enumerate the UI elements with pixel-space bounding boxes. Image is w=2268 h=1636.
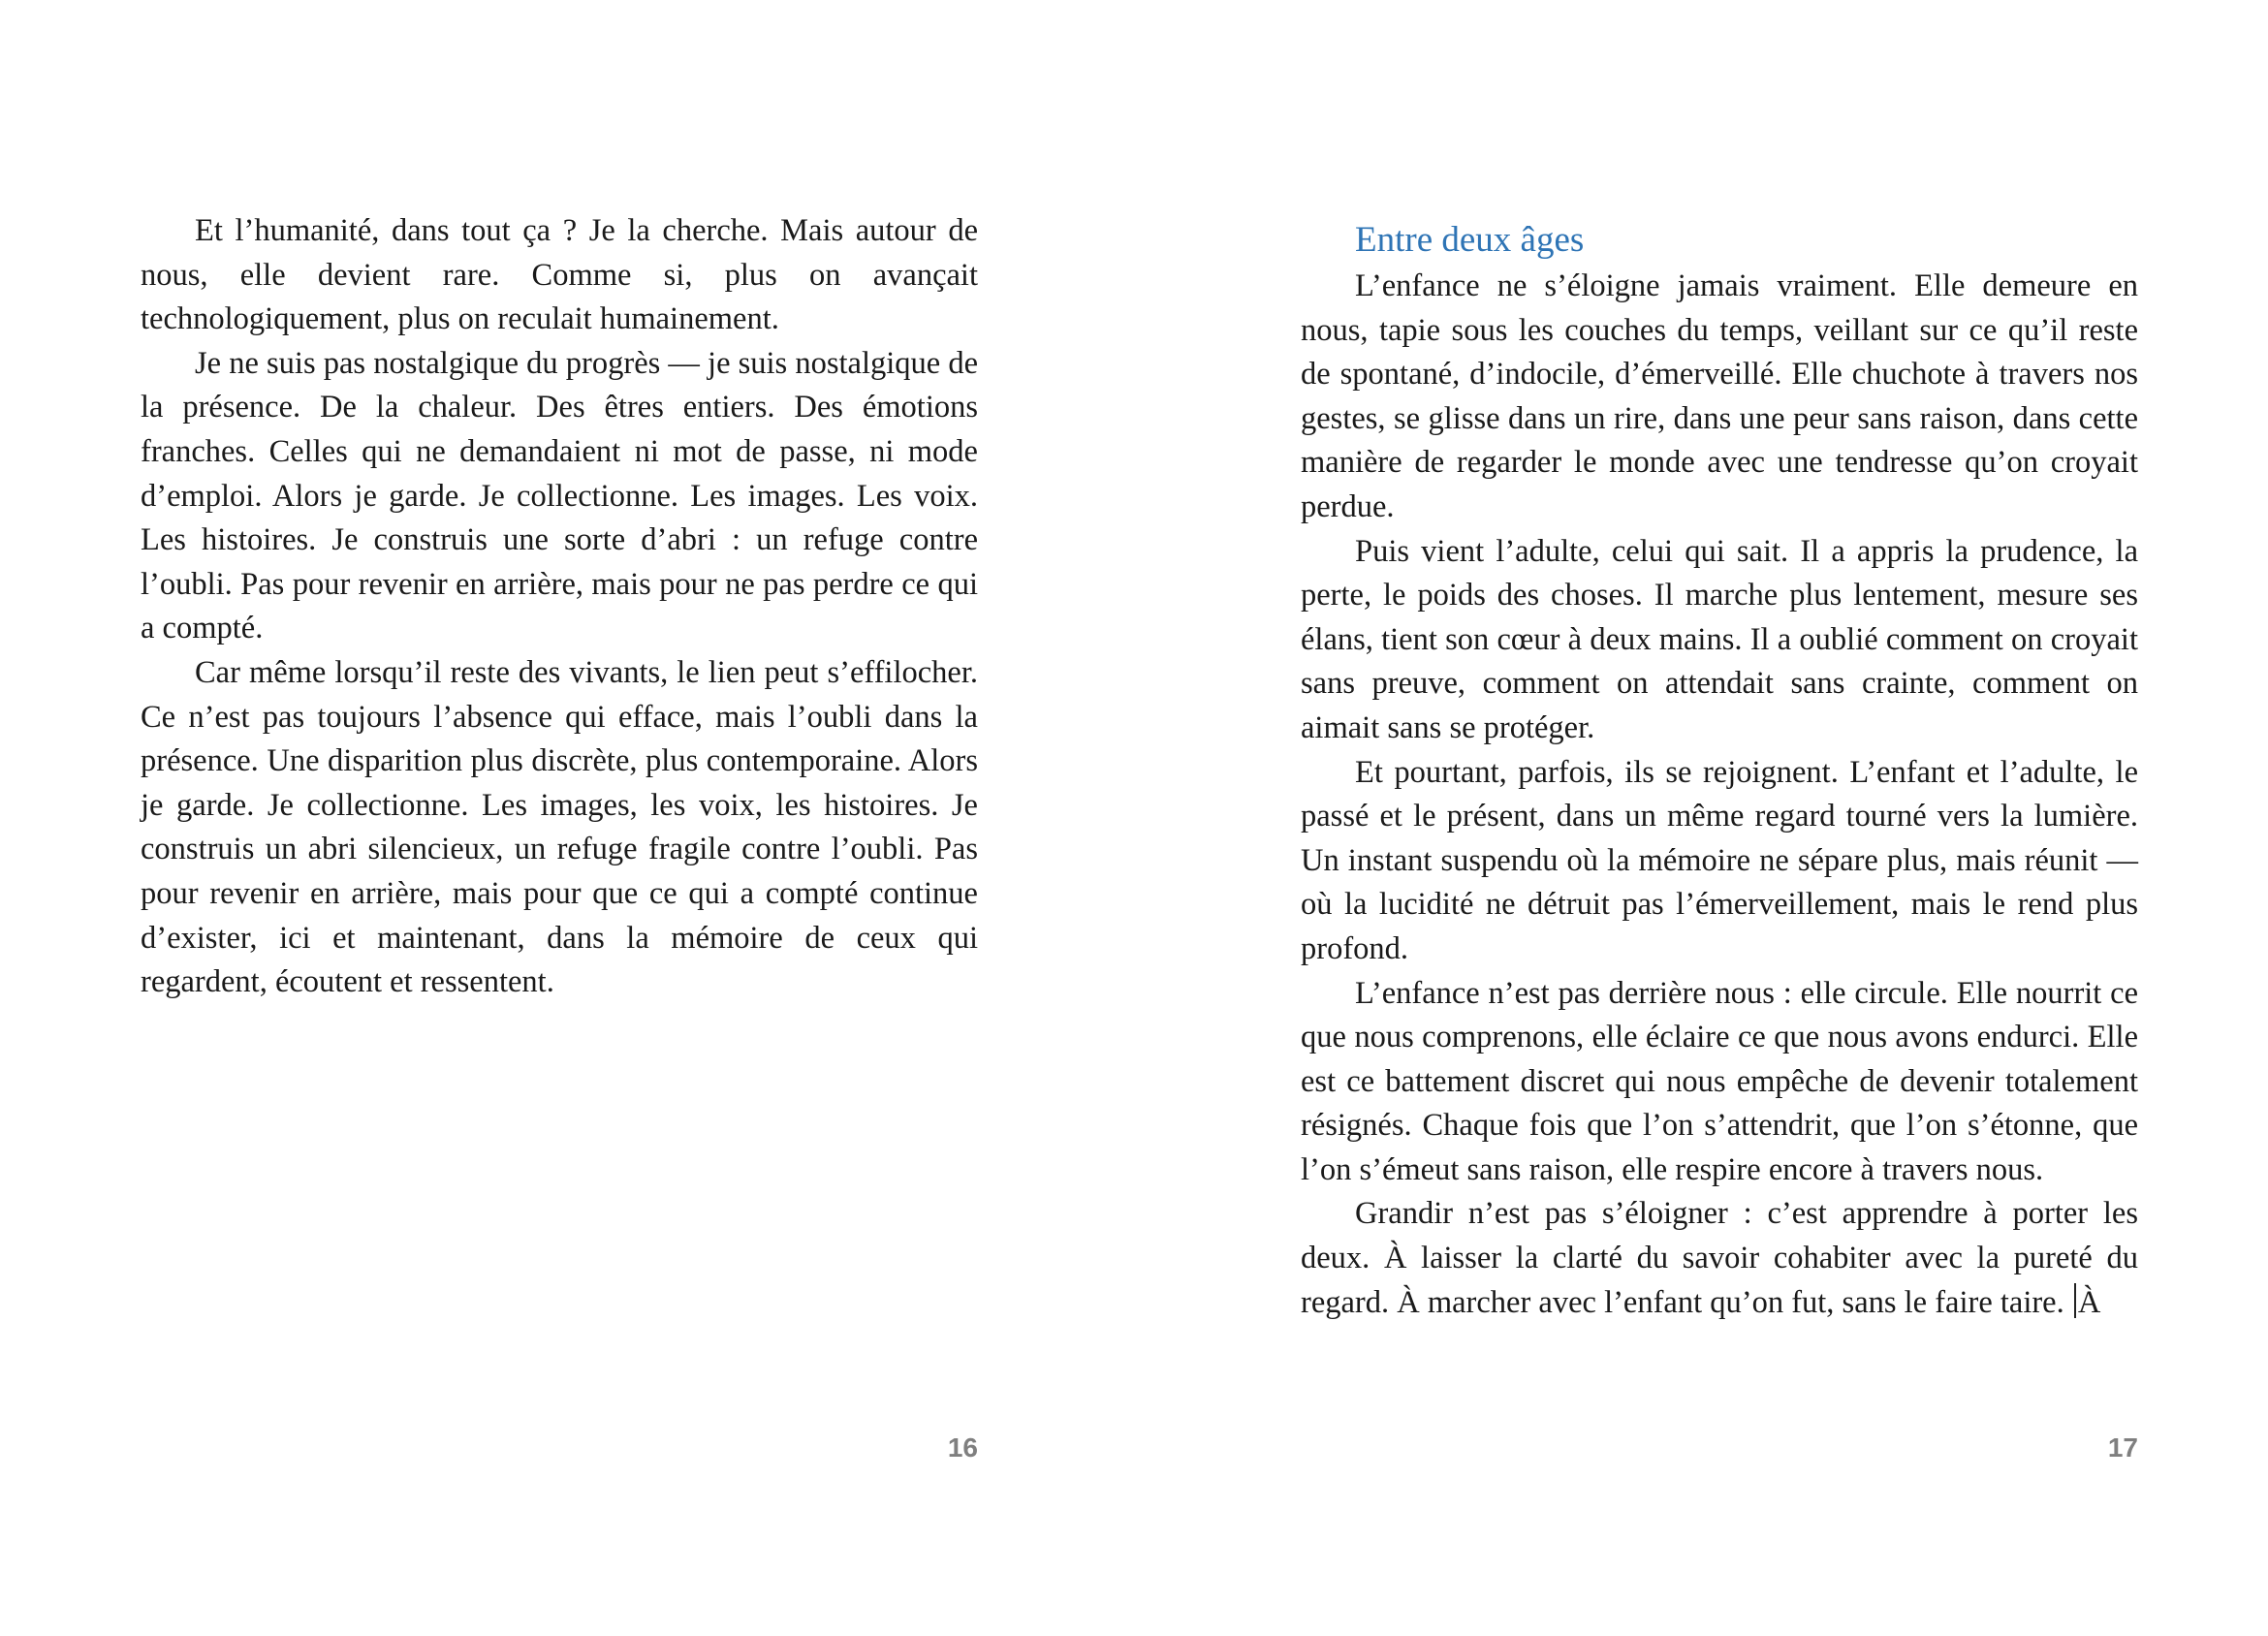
paragraph[interactable]: Je ne suis pas nostalgique du progrès — je suis nostalgique de la présence. De la chaleur. Des êtres entiers. Des émotions franches. Celles qui ne demandaient ni mot de passe, ni mode d’emploi. Alors je garde. Je collectionne. Les images. Les voix. Les histoires. Je construis une sorte d’abri : un refuge contre l’oubli. Pas pour revenir en arrière, mais pour ne pas perdre ce qui a compté.: [141, 345, 978, 646]
paragraph[interactable]: Puis vient l’adulte, celui qui sait. Il a appris la prudence, la perte, le poids des choses. Il marche plus lentement, mesure ses élans, tient son cœur à deux mains. Il a oublié comment on croyait sans preuve, comment on attendait sans crainte, comment on aimait sans se protéger.: [1301, 533, 2138, 745]
right-page: [1134, 0, 2268, 1636]
text-cursor: [2074, 1283, 2076, 1318]
paragraph-trailing-text[interactable]: À: [2077, 1284, 2101, 1320]
left-page-text[interactable]: [141, 209, 978, 1005]
right-page-text[interactable]: [1301, 216, 2138, 1325]
paragraph[interactable]: Et l’humanité, dans tout ça ? Je la cherche. Mais autour de nous, elle devient rare. Comme si, plus on avançait technologiquement, plus on reculait humainement.: [141, 213, 978, 337]
paragraph[interactable]: Car même lorsqu’il reste des vivants, le lien peut s’effilocher. Ce n’est pas toujours l’absence qui efface, mais l’oubli dans la présence. Une disparition plus discrète, plus contemporaine. Alors je garde. Je collectionne. Les images, les voix, les histoires. Je construis un abri silencieux, un refuge fragile contre l’oubli. Pas pour revenir en arrière, mais pour que ce qui a compté continue d’exister, ici et maintenant, dans la mémoire de ceux qui regardent, écoutent et ressentent.: [141, 654, 978, 1000]
paragraph-with-cursor[interactable]: [1301, 1192, 2138, 1325]
paragraph[interactable]: Et pourtant, parfois, ils se rejoignent. L’enfant et l’adulte, le passé et le présent, dans un même regard tourné vers la lumière. Un instant suspendu où la mémoire ne sépare plus, mais réunit — où la lucidité ne détruit pas l’émerveillement, mais le rend plus profond.: [1301, 754, 2138, 966]
page-number: 16: [947, 1432, 978, 1463]
page-number: 17: [2107, 1432, 2138, 1463]
paragraph[interactable]: L’enfance n’est pas derrière nous : elle circule. Elle nourrit ce que nous comprenons, elle éclaire ce que nous avons endurci. Elle est ce battement discret qui nous empêche de devenir totalement résignés. Chaque fois que l’on s’attendrit, que l’on s’étonne, que l’on s’émeut sans raison, elle respire encore à travers nous.: [1301, 975, 2138, 1187]
section-heading[interactable]: Entre deux âges: [1355, 220, 1585, 260]
paragraph-text[interactable]: Grandir n’est pas s’éloigner : c’est apprendre à porter les deux. À laisser la clarté du savoir cohabiter avec la pureté du regard. À marcher avec l’enfant qu’on fut, sans le faire taire.: [1301, 1196, 2138, 1320]
paragraph[interactable]: L’enfance ne s’éloigne jamais vraiment. Elle demeure en nous, tapie sous les couches du temps, veillant sur ce qu’il reste de spontané, d’indocile, d’émerveillé. Elle chuchote à travers nos gestes, se glisse dans un rire, dans une peur sans raison, dans cette manière de regarder le monde avec une tendresse qu’on croyait perdue.: [1301, 268, 2138, 524]
